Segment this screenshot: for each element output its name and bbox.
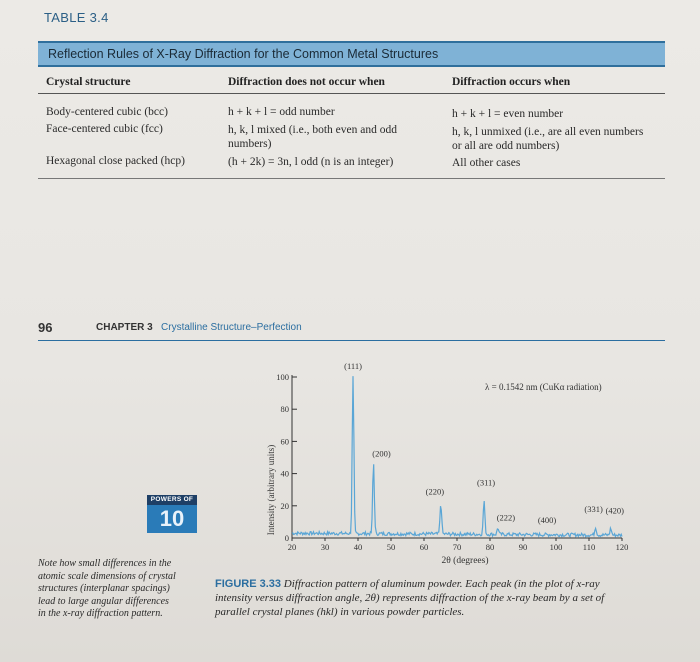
caption-line: parallel crystal planes (hkl) in various powder particles. (215, 606, 465, 618)
x-tick-label: 90 (518, 542, 528, 552)
figure-label: FIGURE 3.33 (215, 578, 282, 590)
y-tick-label: 60 (280, 436, 289, 447)
peak-label: (311) (477, 477, 496, 488)
caption-line: intensity versus diffraction angle, 2θ) represents diffraction of the x-ray beam by a set of (215, 592, 605, 604)
x-tick-label: 60 (419, 542, 429, 552)
row-hcp-not-occur: (h + 2k) = 3n, l odd (n is an integer) (228, 156, 394, 168)
x-tick-label: 30 (320, 542, 330, 552)
y-axis-label: Intensity (arbitrary units) (266, 444, 276, 536)
peak-label: (111) (344, 361, 362, 371)
chapter-rule (38, 340, 665, 341)
x-tick-label: 100 (549, 542, 563, 552)
x-tick-label: 110 (582, 542, 596, 552)
table-label: TABLE 3.4 (44, 10, 109, 25)
row-fcc-structure: Face-centered cubic (fcc) (46, 123, 163, 135)
header-rule (38, 93, 665, 94)
figure-caption (215, 577, 665, 619)
row-bcc-not-occur: h + k + l = odd number (228, 106, 335, 118)
page-number: 96 (38, 320, 53, 335)
caption-line: Diffraction pattern of aluminum powder. Each peak (in the plot of x-ray (283, 578, 600, 590)
x-tick-label: 120 (615, 542, 629, 552)
powers-of-10-badge (147, 495, 197, 533)
x-axis-label: 2θ (degrees) (441, 556, 489, 566)
row-hcp-occur: All other cases (452, 157, 521, 169)
table-title-bar (38, 41, 665, 67)
chapter-label: CHAPTER 3 (96, 322, 153, 333)
row-bcc-occur: h + k + l = even number (452, 108, 564, 120)
row-hcp-structure: Hexagonal close packed (hcp) (46, 155, 185, 167)
row-fcc-not-occur-line1: h, k, l mixed (i.e., both even and odd (228, 124, 397, 136)
peak-label: (420) (605, 505, 624, 516)
row-fcc-occur-line1: h, k, l unmixed (i.e., are all even numbers (452, 126, 644, 138)
x-tick-label: 70 (452, 542, 462, 552)
row-bcc-structure: Body-centered cubic (bcc) (46, 106, 168, 118)
note-line: structures (interplanar spacings) (38, 583, 170, 594)
row-fcc-not-occur-line2: numbers) (228, 138, 272, 150)
header-occurs: Diffraction occurs when (452, 76, 571, 88)
x-tick-label: 50 (386, 542, 396, 552)
table-title: Reflection Rules of X-Ray Diffraction for the Common Metal Structures (48, 47, 439, 61)
peak-label: (220) (425, 486, 445, 497)
y-tick-label: 80 (280, 404, 289, 415)
xrd-chart (240, 350, 670, 575)
peak-label: (331) (584, 504, 603, 515)
chapter-header (96, 322, 302, 333)
diffraction-pattern-line (292, 376, 622, 536)
row-fcc-occur-line2: or all are odd numbers) (452, 140, 560, 152)
y-tick-label: 40 (280, 468, 289, 479)
y-tick-label: 20 (280, 500, 289, 511)
x-tick-label: 20 (287, 542, 297, 552)
x-tick-label: 80 (485, 542, 495, 552)
note-line: in the x-ray diffraction pattern. (38, 608, 163, 619)
peak-label: (200) (372, 448, 391, 459)
wavelength-annotation: λ = 0.1542 nm (CuKα radiation) (485, 382, 602, 392)
table-bottom-rule (38, 178, 665, 179)
y-tick-label: 0 (284, 533, 289, 543)
header-crystal-structure: Crystal structure (46, 76, 131, 88)
chapter-title: Crystalline Structure–Perfection (161, 322, 302, 333)
peak-label: (400) (537, 515, 557, 526)
y-tick-label: 100 (276, 372, 289, 382)
note-line: atomic scale dimensions of crystal (38, 570, 176, 582)
margin-note (38, 558, 203, 621)
note-line: lead to large angular differences (38, 595, 169, 607)
peak-label: (222) (496, 512, 516, 523)
badge-number: 10 (159, 506, 185, 531)
header-does-not-occur: Diffraction does not occur when (228, 76, 385, 88)
badge-top-text: POWERS OF (147, 495, 197, 505)
x-tick-label: 40 (353, 542, 363, 552)
note-line: Note how small differences in the (38, 558, 172, 569)
